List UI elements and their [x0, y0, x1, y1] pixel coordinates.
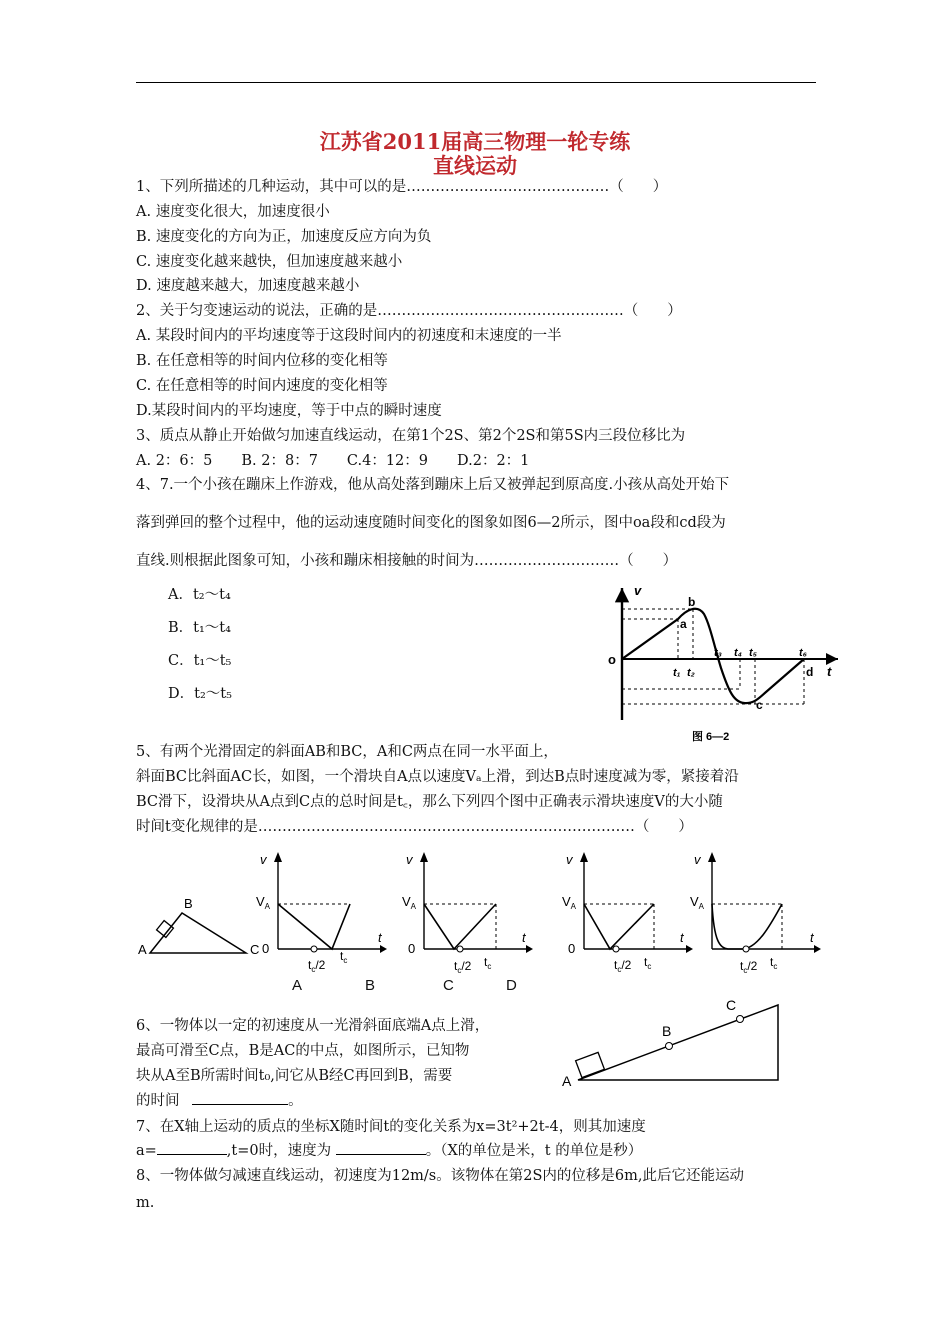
origin-label: o	[608, 652, 616, 667]
q6-answer-blank[interactable]	[192, 1104, 288, 1105]
q6-label-c: C	[726, 997, 737, 1013]
q2-stem: 2、关于匀变速运动的说法，正确的是……………………………………………（ ）	[136, 303, 682, 319]
q4-stem-line3: 直线.则根据此图象可知，小孩和蹦床相接触的时间为…………………………（ ）	[136, 553, 678, 569]
point-a-label: a	[680, 617, 687, 631]
q4-option-b: B．t₁～t₄	[168, 620, 231, 636]
q6-end: 。	[288, 1093, 303, 1109]
q7-accel-blank[interactable]	[157, 1154, 227, 1155]
incline-figure	[130, 890, 260, 970]
q8-line2: m.	[136, 1195, 155, 1211]
q4-stem-line2: 落到弹回的整个过程中，他的运动速度随时间变化的图象如图6—2所示，图中oa段和cd段为	[136, 515, 726, 531]
point-b-label: b	[688, 595, 696, 609]
q2-option-b: B. 在任意相等的时间内位移的变化相等	[136, 353, 388, 369]
q5-stem-line4: 时间t变化规律的是……………………………………………………………………（ ）	[136, 819, 693, 835]
q6-label-b: B	[662, 1023, 672, 1039]
q1-stem: 1、下列所描述的几种运动，其中可以的是……………………………………（ ）	[136, 179, 668, 195]
graph-a-v-label: v	[260, 852, 267, 867]
page-title: 江苏省2011届高三物理一轮专练	[319, 129, 631, 154]
incline-label-c: C	[250, 942, 260, 957]
graph-c-v-label: v	[566, 852, 573, 867]
graph-a	[252, 852, 387, 977]
q5-stem-line1: 5、有两个光滑固定的斜面AB和BC，A和C两点在同一水平面上，	[136, 744, 558, 760]
q4-option-c: C．t₁～t₅	[168, 653, 232, 669]
t1-label: t₁	[673, 667, 681, 679]
t4-label: t₄	[734, 647, 743, 659]
page-subtitle: 直线运动	[433, 153, 517, 178]
graph-c-t-label: t	[680, 930, 684, 945]
q5-stem-line3: BC滑下，设滑块从A点到C点的总时间是t꜀，那么下列四个图中正确表示滑块速度V的大小随	[136, 794, 723, 810]
graph-a-t-label: t	[378, 930, 382, 945]
graph-c-half-label: $t_c/2$	[614, 958, 632, 974]
q4-stem-line1: 4、7.一个小孩在蹦床上作游戏，他从高处落到蹦床上后又被弹起到原高度.小孩从高处开始下	[136, 477, 730, 493]
graph-d-t-label: t	[810, 930, 814, 945]
choice-label-c: C	[443, 977, 454, 994]
q3-stem: 3、质点从静止开始做匀加速直线运动，在第1个2S、第2个2S和第5S内三段位移比为	[136, 428, 686, 444]
q8-line1: 8、一物体做匀减速直线运动，初速度为12m/s。该物体在第2S内的位移是6m,此后它还能运动	[136, 1168, 744, 1184]
graph-d	[686, 852, 821, 977]
graph-b-va-label: $V_A$	[402, 894, 417, 911]
graph-c-tc-label: $t_c$	[644, 955, 652, 971]
t5-label: t₅	[749, 647, 758, 659]
q4-option-a: A．t₂～t₄	[168, 587, 231, 603]
q7-line1: 7、在X轴上运动的质点的坐标X随时间t的变化关系为x=3t²+2t-4，则其加速度	[136, 1119, 646, 1135]
q7-v0-label: ,t=0时，速度为	[226, 1143, 332, 1159]
q6-line4-text: 的时间	[136, 1093, 180, 1109]
graph-d-v-label: v	[694, 852, 701, 867]
incline-label-b: B	[184, 896, 193, 911]
point-c-label: c	[756, 698, 763, 712]
choice-label-d: D	[506, 977, 517, 994]
graph-d-va-label: $V_A$	[690, 894, 705, 911]
q2-option-c: C. 在任意相等的时间内速度的变化相等	[136, 378, 388, 394]
q1-option-b: B. 速度变化的方向为正，加速度反应方向为负	[136, 229, 432, 245]
incline-triangle	[150, 913, 246, 953]
t6-label: t₆	[799, 647, 808, 659]
q6-line4	[136, 1091, 303, 1111]
graph-d-half-label: $t_c/2$	[740, 959, 758, 975]
graph-b-v-label: v	[406, 852, 413, 867]
t-axis-label: t	[827, 664, 832, 679]
q1-option-c: C. 速度变化越来越快，但加速度越来越小	[136, 254, 403, 270]
q3-options: A. 2：6：5 B. 2：8：7 C.4：12：9 D.2：2：1	[136, 453, 530, 469]
t2-label: t₂	[687, 667, 695, 679]
q6-label-a: A	[562, 1073, 572, 1089]
incline-label-a: A	[138, 942, 147, 957]
figure-6-2	[600, 580, 845, 745]
graph-b-half-label: $t_c/2$	[454, 959, 472, 975]
q7-line2	[136, 1141, 642, 1161]
graph-b	[398, 852, 533, 977]
choice-label-a: A	[292, 977, 303, 994]
v-axis-label: v	[634, 583, 642, 598]
choice-label-b: B	[365, 977, 376, 994]
q6-line2: 最高可滑至C点，B是AC的中点，如图所示，已知物	[136, 1043, 470, 1059]
q1-option-a: A. 速度变化很大，加速度很小	[136, 204, 330, 220]
graph-b-zero: 0	[408, 941, 416, 956]
graph-a-half-label: $t_c/2$	[308, 958, 326, 974]
q6-incline-figure	[560, 995, 790, 1090]
q7-a-label: a=	[136, 1143, 157, 1159]
t3-label: t₃	[714, 647, 722, 659]
graph-c-va-label: $V_A$	[562, 894, 577, 911]
q5-stem-line2: 斜面BC比斜面AC长，如图，一个滑块自A点以速度Vₐ上滑，到达B点时速度减为零，紧接着沿	[136, 769, 739, 785]
q6-line1: 6、一物体以一定的初速度从一光滑斜面底端A点上滑，	[136, 1018, 490, 1034]
q2-option-a: A. 某段时间内的平均速度等于这段时间内的初速度和末速度的一半	[136, 328, 562, 344]
point-d-label: d	[806, 665, 814, 679]
q7-velocity-blank[interactable]	[336, 1154, 426, 1155]
graph-a-va-label: $V_A$	[256, 894, 271, 911]
graph-c-zero: 0	[568, 941, 576, 956]
graph-a-tc-label: $t_c$	[340, 949, 348, 965]
q6-line3: 块从A至B所需时间t₀,问它从B经C再回到B，需要	[136, 1068, 453, 1084]
q4-option-d: D．t₂～t₅	[168, 686, 232, 702]
q2-option-d: D.某段时间内的平均速度，等于中点的瞬时速度	[136, 403, 442, 419]
q7-units-note: 。（X的单位是米，t 的单位是秒）	[425, 1143, 643, 1159]
header-rule	[136, 82, 816, 83]
graph-b-tc-label: $t_c$	[484, 955, 492, 971]
q1-option-d: D. 速度越来越大，加速度越来越小	[136, 278, 360, 294]
graph-b-t-label: t	[522, 930, 526, 945]
graph-c	[558, 852, 693, 977]
figure-caption: 图 6—2	[692, 731, 730, 743]
graph-d-tc-label: $t_c$	[770, 955, 778, 971]
graph-a-zero: 0	[262, 941, 270, 956]
